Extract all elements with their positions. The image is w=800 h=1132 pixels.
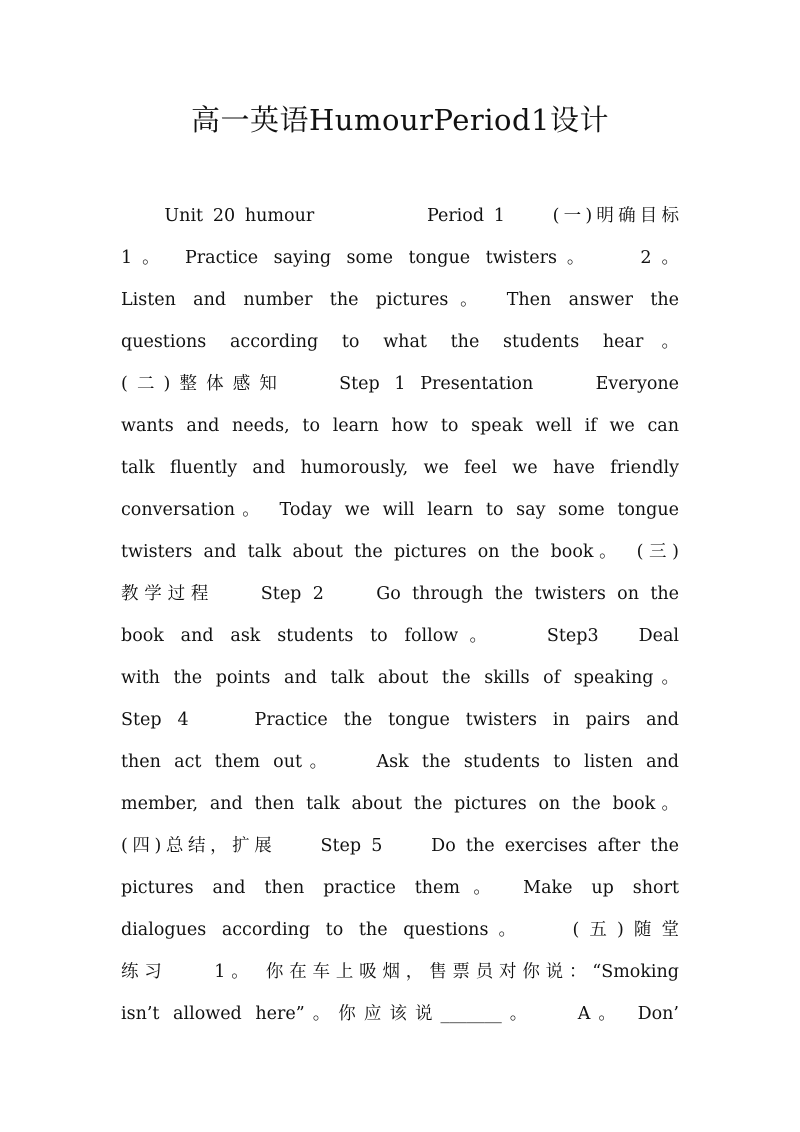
paragraph-line: member, and then talk about the pictures on the book。 [121,794,679,814]
paragraph-line: pictures and then practice them。 Make up short [121,878,679,898]
paragraph-line: isn’t allowed here”。你应该说_______。 A。 Don’ [121,1004,679,1024]
paragraph-line: 教学过程 Step 2 Go through the twisters on the [121,584,679,604]
paragraph-line: questions according to what the students hear。 [121,332,679,352]
paragraph-line: book and ask students to follow。 Step3 Deal [121,626,679,646]
paragraph-line: wants and needs, to learn how to speak well if we can [121,416,679,436]
paragraph-line: with the points and talk about the skills of speaking。 [121,668,679,688]
paragraph-line: Step 4 Practice the tongue twisters in pairs and [121,710,679,730]
paragraph-line: 1。 Practice saying some tongue twisters。 2。 [121,248,679,268]
paragraph-line: dialogues according to the questions。 (五)随堂 [121,920,679,940]
paragraph-line: (二)整体感知 Step 1 Presentation Everyone [121,374,679,394]
paragraph-line: 练习 1。 你在车上吸烟，售票员对你说：“Smoking [121,962,679,982]
paragraph-line: conversation。 Today we will learn to say some tongue [121,500,679,520]
paragraph-line: then act them out。 Ask the students to listen and [121,752,679,772]
paragraph-line: (四)总结，扩展 Step 5 Do the exercises after the [121,836,679,856]
document-title: 高一英语HumourPeriod1设计 [191,103,609,137]
paragraph-line: talk fluently and humorously, we feel we have friendly [121,458,679,478]
paragraph-line: Listen and number the pictures。 Then answer the [121,290,679,310]
paragraph-line: twisters and talk about the pictures on the book。 (三) [121,542,679,562]
document-body [121,195,679,1035]
paragraph-line: Unit 20 humour Period 1 (一)明确目标 [121,206,679,226]
